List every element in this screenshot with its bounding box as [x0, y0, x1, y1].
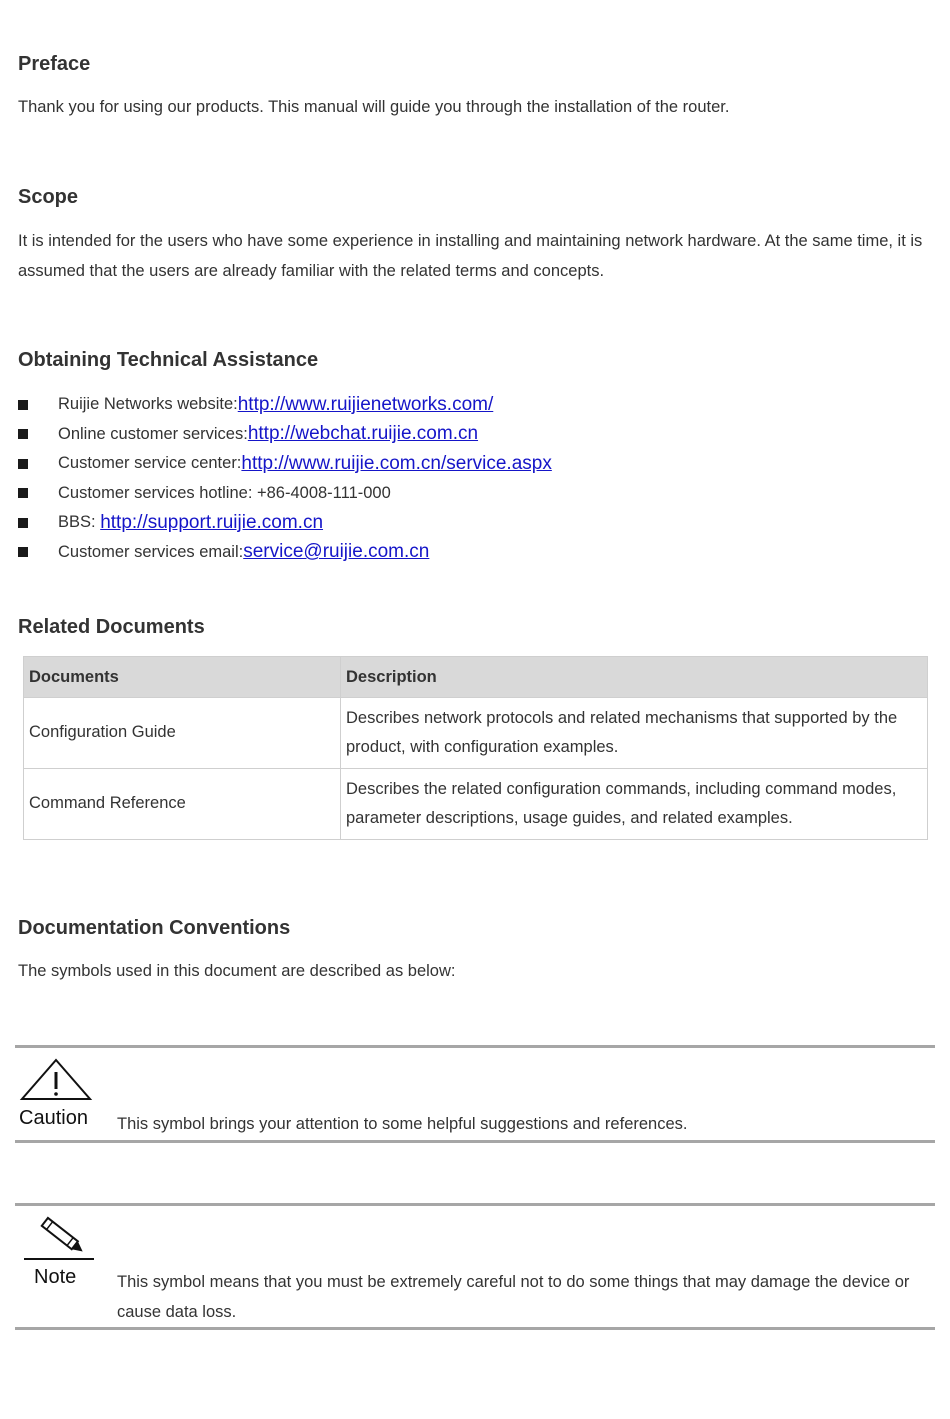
bullet-square-icon	[18, 518, 28, 528]
preface-text: Thank you for using our products. This manual will guide you through the installation of the router.	[18, 98, 730, 116]
table-cell-document: Command Reference	[24, 769, 341, 840]
table-header-row	[24, 657, 928, 698]
table-cell-description: Describes the related configuration commands, including command modes, parameter descriptions, usage guides, and related examples.	[341, 769, 928, 840]
bullet-square-icon	[18, 488, 28, 498]
note-top-rule	[15, 1203, 935, 1206]
bbs-link[interactable]: http://support.ruijie.com.cn	[100, 511, 324, 533]
scope-text: It is intended for the users who have some experience in installing and maintaining network hardware. At the same time, it is assumed that the users are already familiar with the related terms and concepts.	[18, 232, 923, 280]
caution-text: This symbol brings your attention to some helpful suggestions and references.	[117, 1115, 688, 1133]
bullet-square-icon	[18, 459, 28, 469]
note-label: Note	[34, 1266, 77, 1288]
caution-top-rule	[15, 1045, 935, 1048]
caution-label: Caution	[19, 1107, 88, 1129]
bullet-label: Ruijie Networks website:	[58, 395, 238, 414]
list-item	[18, 508, 918, 538]
list-item	[18, 538, 918, 568]
list-item	[18, 479, 918, 509]
preface-heading: Preface	[18, 53, 91, 75]
list-item	[18, 449, 918, 479]
conventions-heading: Documentation Conventions	[18, 917, 291, 939]
list-item	[18, 390, 918, 420]
bullet-label: BBS:	[58, 513, 96, 532]
bullet-label: Customer service center:	[58, 454, 242, 473]
pencil-icon	[22, 1213, 98, 1263]
bullet-label: Customer services email:	[58, 542, 244, 561]
conventions-text: The symbols used in this document are described as below:	[18, 962, 456, 980]
column-header-documents: Documents	[24, 657, 341, 698]
assistance-heading: Obtaining Technical Assistance	[18, 349, 319, 371]
table-cell-description: Describes network protocols and related mechanisms that supported by the product, with configuration examples.	[341, 698, 928, 769]
bullet-square-icon	[18, 400, 28, 410]
bullet-label: Customer services hotline: +86-4008-111-000	[58, 483, 391, 502]
bullet-label: Online customer services:	[58, 424, 248, 443]
column-header-description: Description	[341, 657, 928, 698]
note-bottom-rule	[15, 1327, 935, 1330]
assistance-list	[18, 390, 918, 567]
list-item	[18, 420, 918, 450]
service-center-link[interactable]: http://www.ruijie.com.cn/service.aspx	[241, 452, 552, 474]
table-row	[24, 769, 928, 840]
website-link[interactable]: http://www.ruijienetworks.com/	[237, 393, 494, 415]
email-link[interactable]: service@ruijie.com.cn	[243, 541, 430, 563]
table-cell-document: Configuration Guide	[24, 698, 341, 769]
related-heading: Related Documents	[18, 616, 205, 638]
note-text: This symbol means that you must be extremely careful not to do some things that may damage the device or cause data loss.	[117, 1273, 910, 1321]
bullet-square-icon	[18, 547, 28, 557]
caution-bottom-rule	[15, 1140, 935, 1143]
warning-triangle-icon	[18, 1057, 94, 1103]
related-documents-table	[23, 656, 928, 840]
bullet-square-icon	[18, 429, 28, 439]
webchat-link[interactable]: http://webchat.ruijie.com.cn	[247, 423, 479, 445]
scope-heading: Scope	[18, 186, 79, 208]
table-row	[24, 698, 928, 769]
